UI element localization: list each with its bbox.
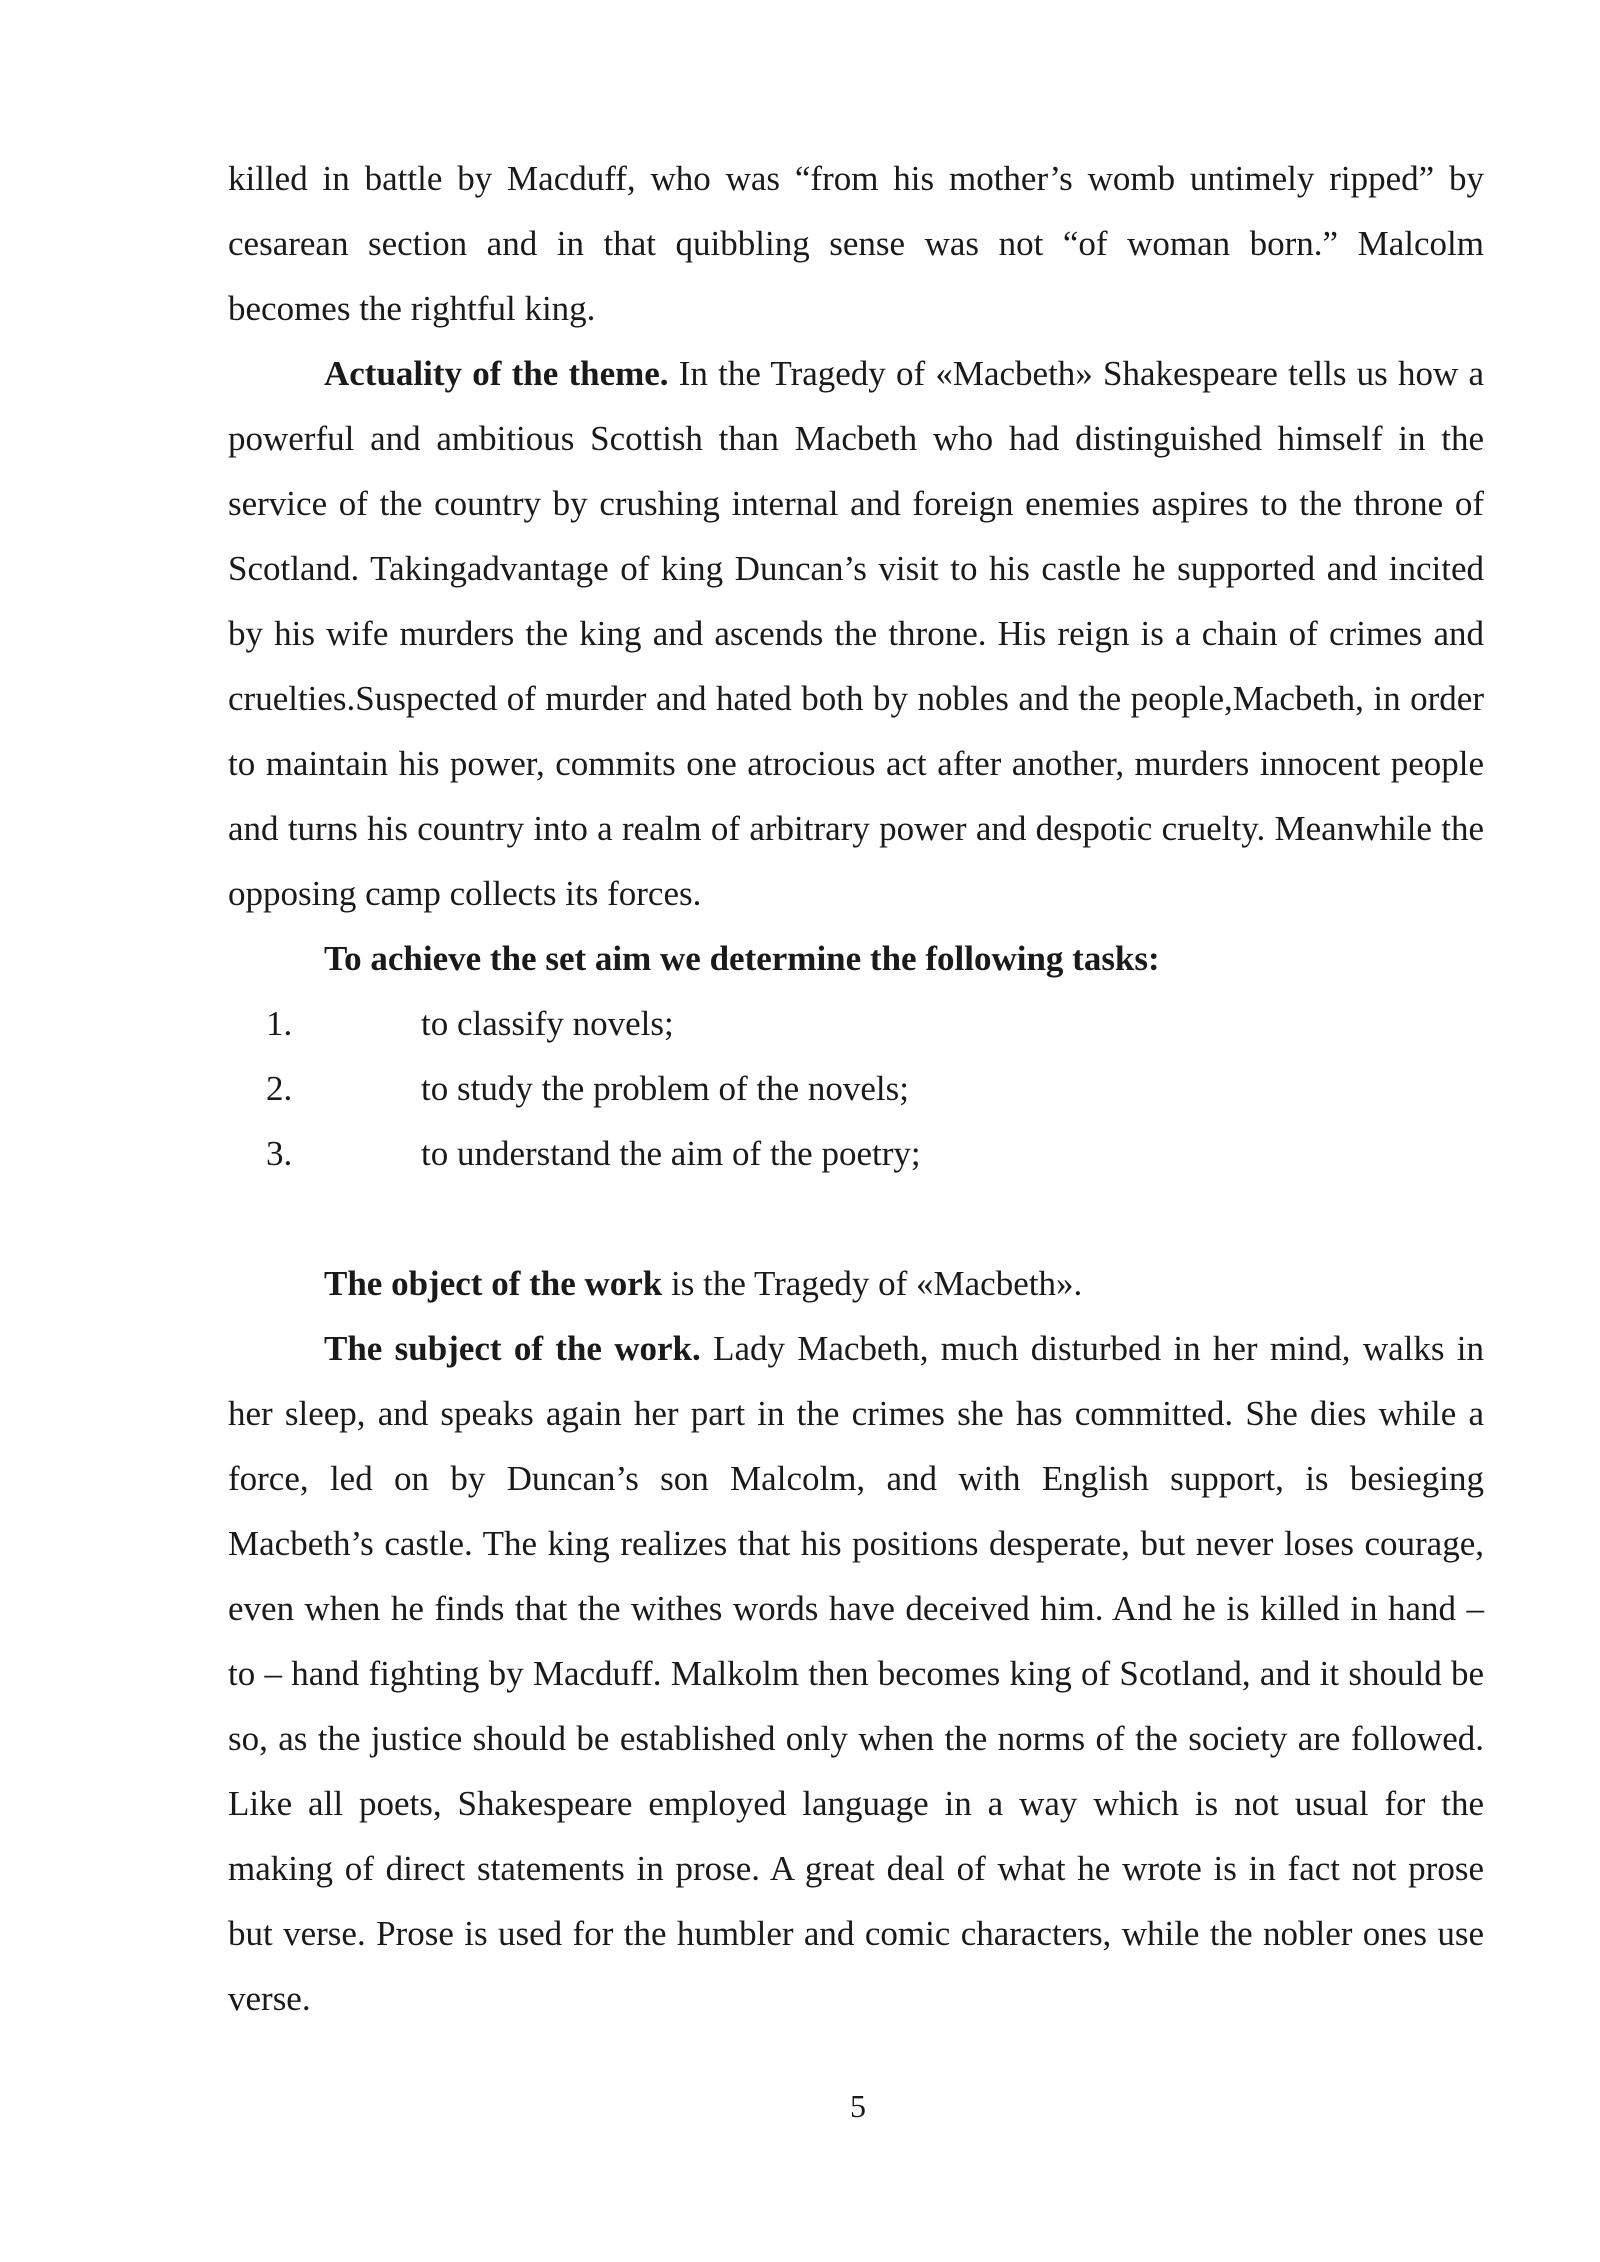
task-list bbox=[228, 991, 1484, 1186]
subject-paragraph bbox=[228, 1316, 1484, 2031]
actuality-text: In the Tragedy of «Macbeth» Shakespeare tells us how a powerful and ambitious Scottish than Macbeth who had distinguished himself in the service of the country by crushing internal and foreign enemies aspires to the throne of Scotland. Takingadvantage of king Duncan’s visit to his castle he supported and incited by his wife murders the king and ascends the throne. His reign is a chain of crimes and cruelties.Suspected of murder and hated both by nobles and the people,Macbeth, in order to maintain his power, commits one atrocious act after another, murders innocent people and turns his country into a realm of arbitrary power and despotic cruelty. Meanwhile the opposing camp collects its forces. bbox=[228, 354, 1484, 913]
subject-text: Lady Macbeth, much disturbed in her mind, walks in her sleep, and speaks again her part in the crimes she has committed. She dies while a force, led on by Duncan’s son Malcolm, and with English support, is besieging Macbeth’s castle. The king realizes that his positions desperate, but never loses courage, even when he finds that the withes words have deceived him. And he is killed in hand – to – hand fighting by Macduff. Malkolm then becomes king of Scotland, and it should be so, as the justice should be established only when the norms of the society are followed. Like all poets, Shakespeare employed language in a way which is not usual for the making of direct statements in prose. A great deal of what he wrote is in fact not prose but verse. Prose is used for the humbler and comic characters, while the nobler ones use verse. bbox=[228, 1329, 1484, 2018]
list-item-text: to study the problem of the novels; bbox=[421, 1069, 909, 1108]
list-item bbox=[228, 991, 1484, 1056]
actuality-label: Actuality of the theme. bbox=[324, 354, 669, 393]
object-text: is the Tragedy of «Macbeth». bbox=[662, 1264, 1083, 1303]
list-item-text: to understand the aim of the poetry; bbox=[421, 1134, 921, 1173]
list-item-number: 2. bbox=[266, 1069, 293, 1108]
tasks-heading: To achieve the set aim we determine the following tasks: bbox=[324, 939, 1160, 978]
list-item-text: to classify novels; bbox=[421, 1004, 674, 1043]
document-page bbox=[228, 146, 1484, 2031]
list-item bbox=[228, 1056, 1484, 1121]
page-number: 5 bbox=[850, 2088, 866, 2124]
object-paragraph bbox=[228, 1251, 1484, 1316]
blank-line bbox=[228, 1186, 1484, 1251]
list-item bbox=[228, 1121, 1484, 1186]
list-item-number: 3. bbox=[266, 1134, 293, 1173]
object-label: The object of the work bbox=[324, 1264, 663, 1303]
intro-paragraph: killed in battle by Macduff, who was “from his mother’s womb untimely ripped” by cesarean section and in that quibbling sense was not “of woman born.” Malcolm becomes the rightful king. bbox=[228, 159, 1484, 328]
actuality-paragraph bbox=[228, 341, 1484, 926]
list-item-number: 1. bbox=[266, 1004, 293, 1043]
subject-label: The subject of the work. bbox=[324, 1329, 701, 1368]
